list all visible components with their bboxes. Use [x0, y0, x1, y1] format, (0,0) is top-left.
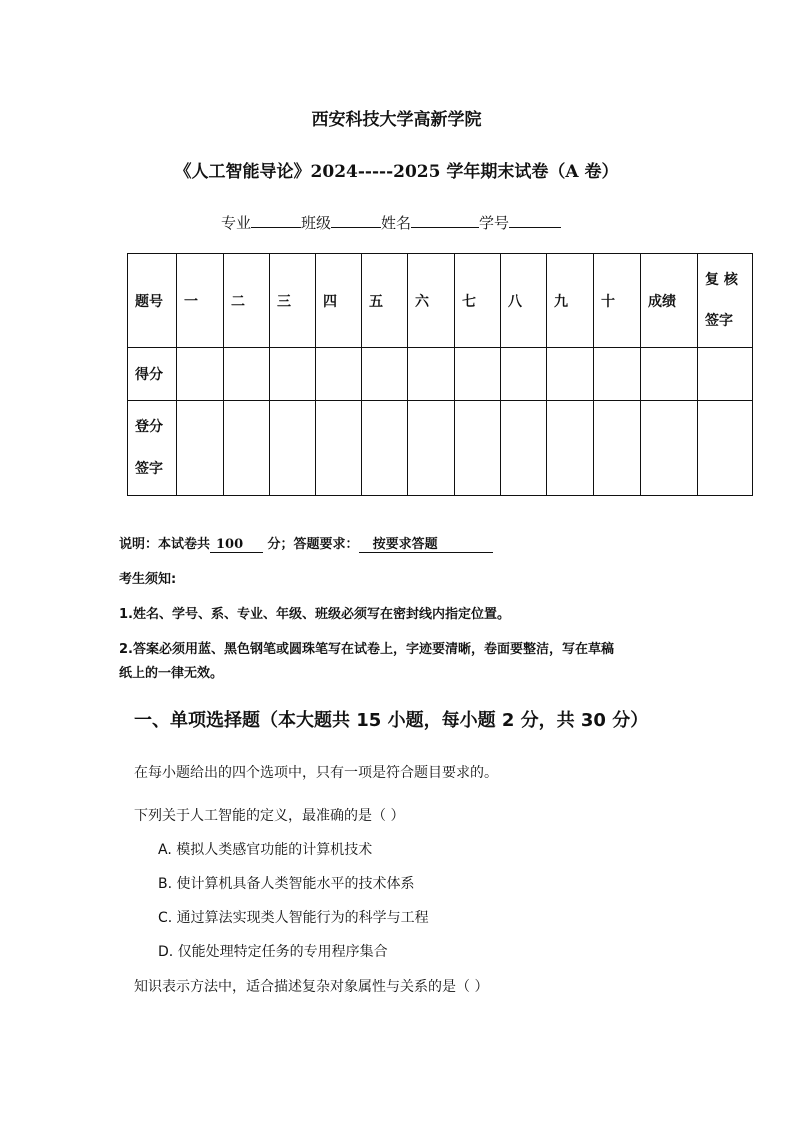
cell-q6: 六 — [408, 254, 455, 348]
table-row-score — [128, 348, 753, 401]
score-cell[interactable] — [455, 348, 501, 401]
review-sign-label: 签字 — [705, 312, 733, 329]
cell-q1: 一 — [177, 254, 224, 348]
student-info-line — [221, 212, 561, 233]
score-cell[interactable] — [408, 348, 455, 401]
notice-2-line-1: 2.答案必须用蓝、黑色钢笔或圆珠笔写在试卷上，字迹要清晰，卷面要整洁，写在草稿 — [119, 642, 614, 657]
section-heading: 一、单项选择题（本大题共 15 小题，每小题 2 分，共 30 分） — [134, 710, 649, 731]
cell-q5: 五 — [362, 254, 408, 348]
id-label: 学号 — [479, 214, 510, 232]
answer-requirement: 按要求答题 — [359, 533, 493, 553]
class-label: 班级 — [301, 214, 332, 232]
exam-description — [119, 533, 493, 553]
desc-mid: 分；答题要求： — [267, 537, 359, 552]
cell-q8: 八 — [501, 254, 547, 348]
score-cell[interactable] — [362, 348, 408, 401]
section-intro: 在每小题给出的四个选项中，只有一项是符合题目要求的。 — [134, 765, 498, 781]
score-row-label: 得分 — [128, 348, 177, 401]
option-a[interactable]: A. 模拟人类感官功能的计算机技术 — [158, 842, 373, 858]
option-c[interactable]: C. 通过算法实现类人智能行为的科学与工程 — [158, 910, 429, 926]
student-id-field[interactable] — [509, 213, 561, 228]
sign-cell[interactable] — [270, 401, 316, 496]
exam-title: 《人工智能导论》2024-----2025 学年期末试卷（A 卷） — [174, 162, 619, 182]
cell-label: 题号 — [128, 254, 177, 348]
score-cell[interactable] — [224, 348, 270, 401]
name-label: 姓名 — [381, 214, 412, 232]
question-2: 知识表示方法中，适合描述复杂对象属性与关系的是（ ） — [134, 979, 489, 995]
major-field[interactable] — [251, 213, 301, 228]
cell-q4: 四 — [316, 254, 362, 348]
table-row-signature — [128, 401, 753, 496]
sign-cell[interactable] — [698, 401, 753, 496]
cell-total: 成绩 — [641, 254, 698, 348]
sign-cell[interactable] — [641, 401, 698, 496]
notice-title: 考生须知: — [119, 572, 177, 587]
total-score: 100 — [210, 537, 263, 553]
score-table — [127, 253, 753, 496]
notice-1: 1.姓名、学号、系、专业、年级、班级必须写在密封线内指定位置。 — [119, 607, 510, 622]
sign-cell[interactable] — [455, 401, 501, 496]
sign-label-1: 登分 — [135, 419, 163, 435]
score-cell[interactable] — [547, 348, 594, 401]
sign-cell[interactable] — [547, 401, 594, 496]
sign-cell[interactable] — [362, 401, 408, 496]
cell-q10: 十 — [594, 254, 641, 348]
sign-cell[interactable] — [501, 401, 547, 496]
score-cell[interactable] — [270, 348, 316, 401]
cell-review — [698, 254, 753, 348]
score-cell[interactable] — [177, 348, 224, 401]
name-field[interactable] — [411, 213, 479, 228]
sign-cell[interactable] — [177, 401, 224, 496]
review-label: 复 核 — [705, 271, 738, 288]
major-label: 专业 — [221, 214, 252, 232]
cell-q3: 三 — [270, 254, 316, 348]
notice-2-line-2: 纸上的一律无效。 — [119, 666, 224, 681]
option-b[interactable]: B. 使计算机具备人类智能水平的技术体系 — [158, 876, 415, 892]
desc-prefix: 说明：本试卷共 — [119, 537, 211, 552]
option-d[interactable]: D. 仅能处理特定任务的专用程序集合 — [158, 944, 388, 960]
table-row-header — [128, 254, 753, 348]
sign-cell[interactable] — [224, 401, 270, 496]
score-cell[interactable] — [316, 348, 362, 401]
cell-q9: 九 — [547, 254, 594, 348]
school-name: 西安科技大学高新学院 — [311, 110, 482, 130]
score-cell[interactable] — [698, 348, 753, 401]
score-cell[interactable] — [501, 348, 547, 401]
cell-q2: 二 — [224, 254, 270, 348]
score-cell[interactable] — [641, 348, 698, 401]
sign-cell[interactable] — [594, 401, 641, 496]
cell-q7: 七 — [455, 254, 501, 348]
sign-row-label — [128, 401, 177, 496]
sign-cell[interactable] — [316, 401, 362, 496]
score-cell[interactable] — [594, 348, 641, 401]
sign-cell[interactable] — [408, 401, 455, 496]
question-1: 下列关于人工智能的定义，最准确的是（ ） — [134, 808, 405, 824]
class-field[interactable] — [331, 213, 381, 228]
sign-label-2: 签字 — [135, 461, 163, 477]
